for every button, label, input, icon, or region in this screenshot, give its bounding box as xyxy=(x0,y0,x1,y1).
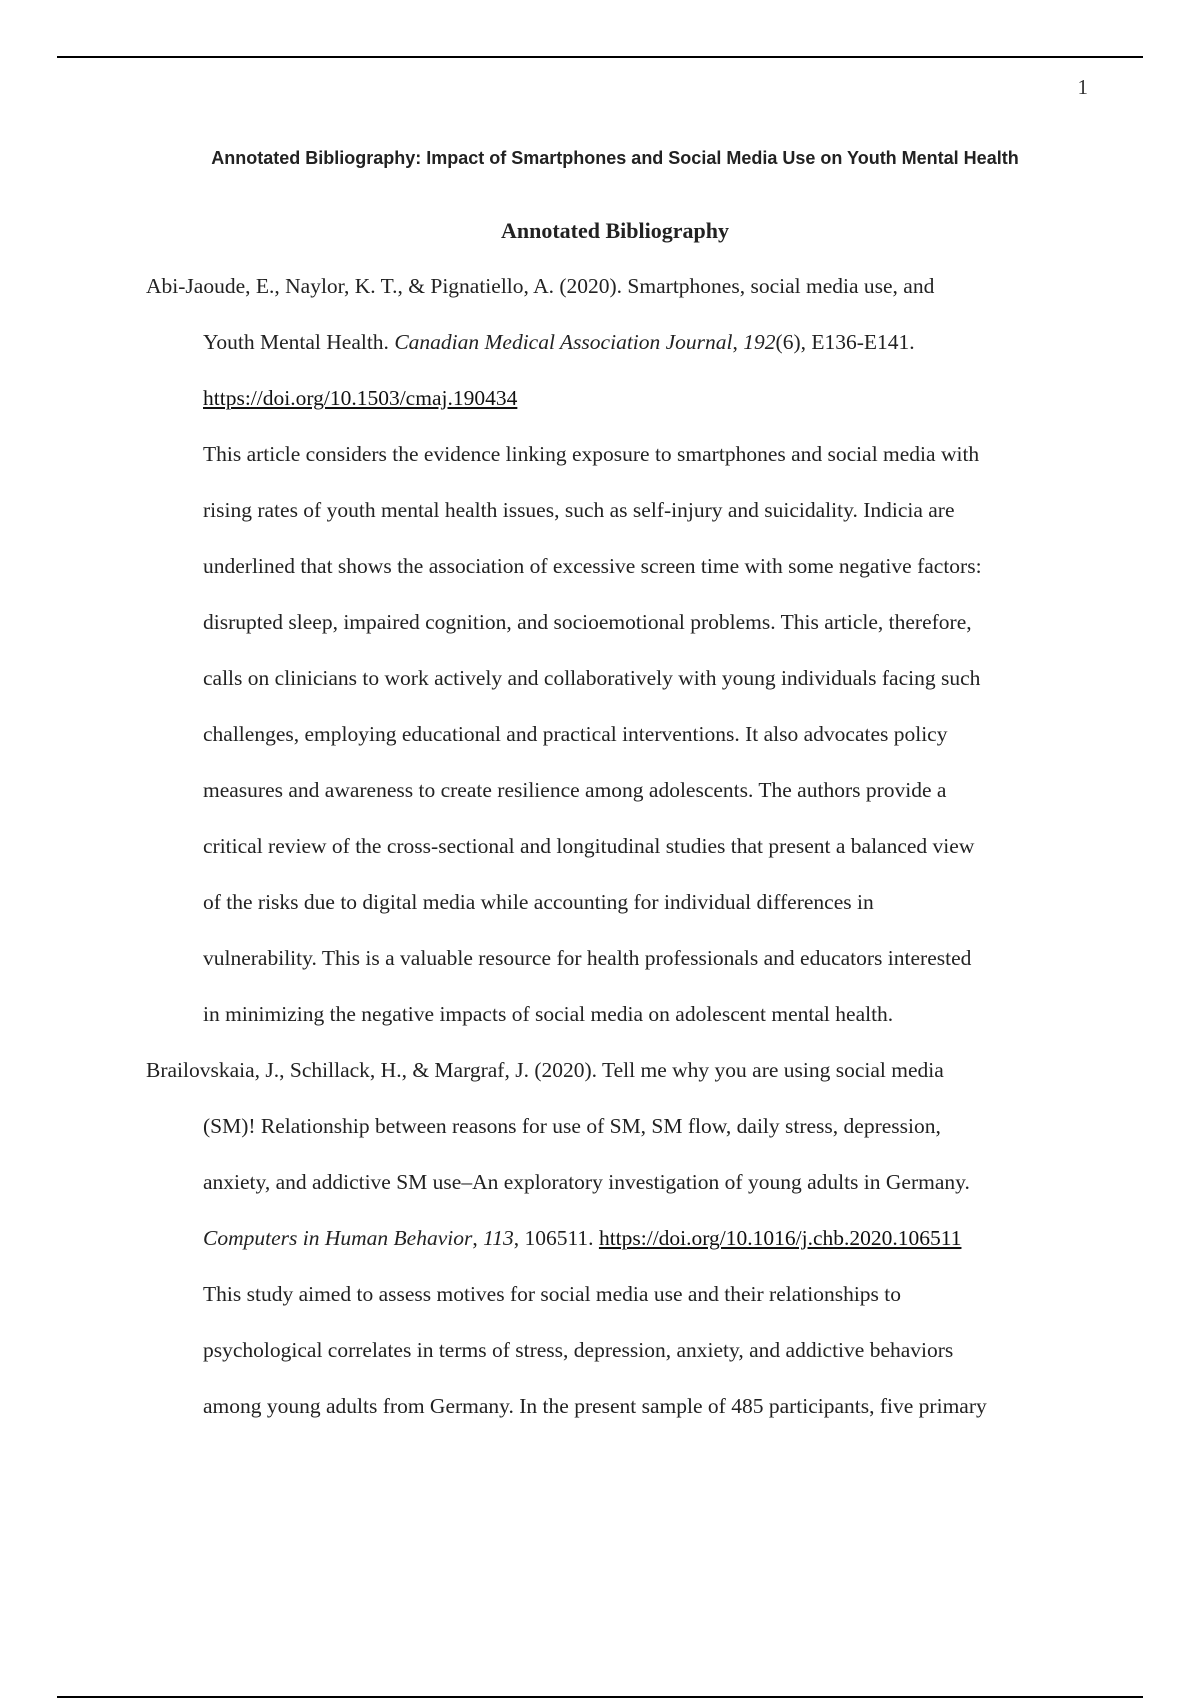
running-head: Annotated Bibliography: Impact of Smartphones and Social Media Use on Youth Mental Health xyxy=(211,148,1019,168)
doi-link[interactable]: https://doi.org/10.1016/j.chb.2020.106511 xyxy=(598,1226,962,1250)
annotation-line: of the risks due to digital media while accounting for individual differences in xyxy=(203,890,874,914)
annotation-line: critical review of the cross-sectional and longitudinal studies that present a balanced view xyxy=(203,834,975,858)
annotation-line: measures and awareness to create resilience among adolescents. The authors provide a xyxy=(203,778,947,802)
citation-line xyxy=(146,370,1090,426)
journal-title: Computers in Human Behavior xyxy=(203,1226,473,1250)
annotation-line: This article considers the evidence linking exposure to smartphones and social media with xyxy=(203,442,980,466)
citation-line: (SM)! Relationship between reasons for use of SM, SM flow, daily stress, depression, xyxy=(203,1114,941,1138)
journal-volume: 113 xyxy=(483,1226,514,1250)
annotation-line: rising rates of youth mental health issues, such as self-injury and suicidality. Indicia are xyxy=(203,498,955,522)
annotation-line: underlined that shows the association of excessive screen time with some negative factors: xyxy=(203,554,982,578)
page-number: 1 xyxy=(1077,75,1088,99)
annotation-line: challenges, employing educational and practical interventions. It also advocates policy xyxy=(203,722,948,746)
annotation-line: among young adults from Germany. In the present sample of 485 participants, five primary xyxy=(203,1394,987,1418)
citation-line: Youth Mental Health. Canadian Medical Association Journal, 192(6), E136-E141. xyxy=(203,330,915,354)
annotation-line: This study aimed to assess motives for social media use and their relationships to xyxy=(203,1282,902,1306)
annotation-line: psychological correlates in terms of stress, depression, anxiety, and addictive behaviors xyxy=(203,1338,954,1362)
citation-line: Computers in Human Behavior, 113, 106511. https://doi.org/10.1016/j.chb.2020.106511 xyxy=(203,1226,962,1250)
citation-line: Abi-Jaoude, E., Naylor, K. T., & Pignatiello, A. (2020). Smartphones, social media use, and xyxy=(146,274,935,298)
annotation-line: calls on clinicians to work actively and collaboratively with young individuals facing such xyxy=(203,666,981,690)
journal-title: Canadian Medical Association Journal xyxy=(394,330,733,354)
citation-line: Brailovskaia, J., Schillack, H., & Margraf, J. (2020). Tell me why you are using social media xyxy=(146,1058,944,1082)
header-rule xyxy=(57,56,1143,58)
annotation-line: in minimizing the negative impacts of social media on adolescent mental health. xyxy=(203,1002,894,1026)
footer-rule xyxy=(57,1696,1143,1698)
annotation-line: vulnerability. This is a valuable resource for health professionals and educators interested xyxy=(203,946,972,970)
citation-line: anxiety, and addictive SM use–An exploratory investigation of young adults in Germany. xyxy=(203,1170,970,1194)
journal-volume: 192 xyxy=(743,330,776,354)
annotation-line: disrupted sleep, impaired cognition, and socioemotional problems. This article, therefore, xyxy=(203,610,972,634)
bibliography-body xyxy=(146,258,1090,1434)
page-title: Annotated Bibliography xyxy=(501,218,729,243)
doi-link[interactable]: https://doi.org/10.1503/cmaj.190434 xyxy=(203,386,518,410)
